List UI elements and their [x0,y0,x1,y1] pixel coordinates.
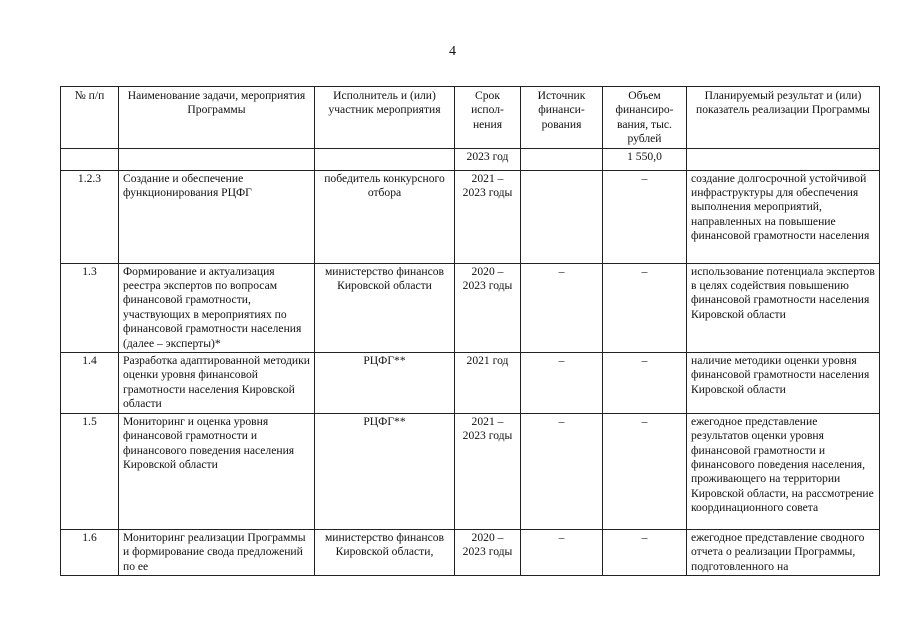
cell-volume: – [603,170,687,263]
table-row [61,148,880,170]
cell-source [521,148,603,170]
cell-num [61,148,119,170]
cell-term: 2021 – 2023 годы [455,170,521,263]
cell-num: 1.2.3 [61,170,119,263]
cell-num: 1.3 [61,263,119,352]
cell-executor: министерство финансов Кировской области, [315,529,455,575]
cell-task: Создание и обеспечение функционирования РЦФГ [119,170,315,263]
cell-result: создание долгосрочной устойчивой инфраструктуры для обеспечения выполнения мероприятий, направленных на повышение финансовой грамотности населения [687,170,880,263]
cell-executor: победитель конкурсного отбора [315,170,455,263]
table-row [61,263,880,352]
cell-task [119,148,315,170]
header-num: № п/п [61,87,119,149]
cell-task: Формирование и актуализация реестра экспертов по вопросам финансовой грамотности, участвующих в мероприятиях по финансовой грамотности населения (далее – эксперты)* [119,263,315,352]
cell-volume: – [603,353,687,414]
header-task: Наименование задачи, мероприятия Программы [119,87,315,149]
cell-executor [315,148,455,170]
cell-task: Мониторинг и оценка уровня финансовой грамотности и финансового поведения населения Кировской области [119,413,315,529]
cell-source [521,170,603,263]
cell-result: использование потенциала экспертов в целях содействия повышению финансовой грамотности населения Кировской области [687,263,880,352]
cell-result: ежегодное представление результатов оценки уровня финансовой грамотности и финансового поведения населения, проживающего на территории Кировской области, на рассмотрение координационного совета [687,413,880,529]
cell-result [687,148,880,170]
cell-term: 2023 год [455,148,521,170]
cell-num: 1.6 [61,529,119,575]
cell-term: 2020 – 2023 годы [455,529,521,575]
table-row [61,353,880,414]
header-executor: Исполнитель и (или) участник мероприятия [315,87,455,149]
header-volume: Объем финансиро-вания, тыс. рублей [603,87,687,149]
cell-task: Мониторинг реализации Программы и формирование свода предложений по ее [119,529,315,575]
cell-result: ежегодное представление сводного отчета о реализации Программы, подготовленного на [687,529,880,575]
cell-executor: министерство финансов Кировской области [315,263,455,352]
cell-term: 2021 год [455,353,521,414]
cell-source: – [521,263,603,352]
cell-source: – [521,529,603,575]
page-number: 4 [449,44,456,59]
cell-task: Разработка адаптированной методики оценки уровня финансовой грамотности населения Кировской области [119,353,315,414]
cell-executor: РЦФГ** [315,353,455,414]
cell-source: – [521,353,603,414]
cell-volume: – [603,263,687,352]
cell-volume: 1 550,0 [603,148,687,170]
program-table [60,86,880,576]
cell-num: 1.5 [61,413,119,529]
table-row [61,170,880,263]
table-row [61,529,880,575]
cell-num: 1.4 [61,353,119,414]
cell-result: наличие методики оценки уровня финансовой грамотности населения Кировской области [687,353,880,414]
cell-source: – [521,413,603,529]
table-row [61,413,880,529]
cell-volume: – [603,413,687,529]
header-source: Источник финанси-рования [521,87,603,149]
cell-term: 2020 – 2023 годы [455,263,521,352]
header-result: Планируемый результат и (или) показатель реализации Программы [687,87,880,149]
cell-executor: РЦФГ** [315,413,455,529]
cell-term: 2021 – 2023 годы [455,413,521,529]
header-row [61,87,880,149]
header-term: Срок испол-нения [455,87,521,149]
cell-volume: – [603,529,687,575]
